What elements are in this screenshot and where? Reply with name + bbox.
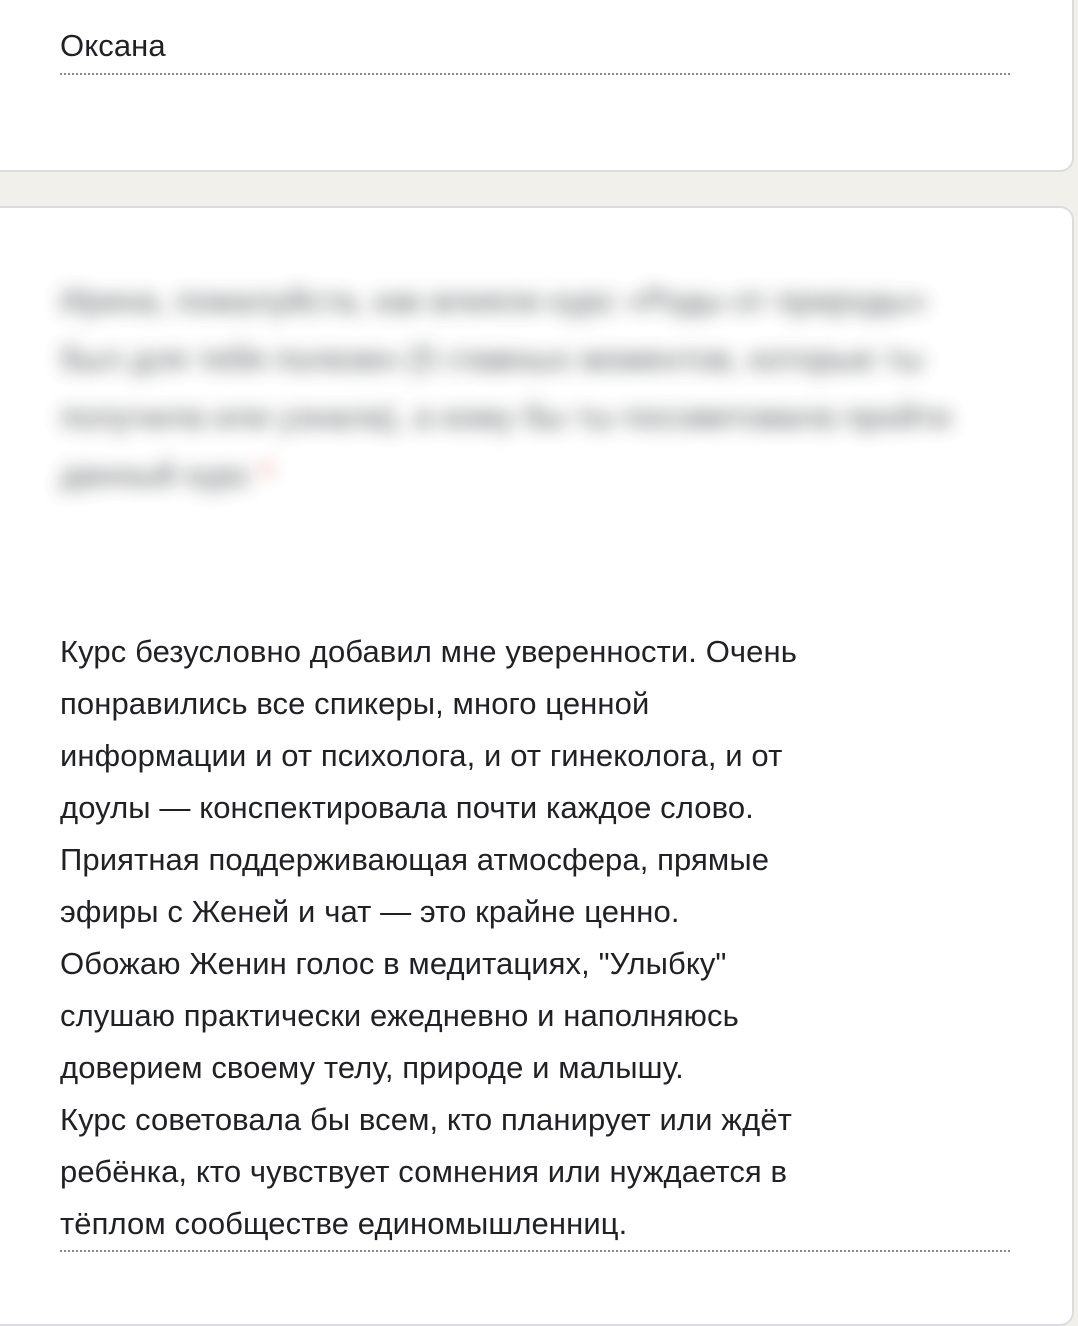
review-answer-text: Курс безусловно добавил мне уверенности. Очень понравились все спикеры, много ценной информации и от психолога, и от гинеколога, и от доулы — конспектировала почти каждое слово. Приятная поддерживающая атмосфера, прямые эфиры с Женей и чат — это крайне ценно. Обожаю Женин голос в медитациях, "Улыбку" слушаю практически ежедневно и наполняюсь доверием своему телу, природе и малышу. Курс советовала бы всем, кто планирует или ждёт ребёнка, кто чувствует сомнения или нуждается в тёплом сообществе единомышленниц. [60,634,797,1241]
question-title-blurred [60,272,990,504]
review-answer-underline [60,1250,1010,1252]
name-answer-text: Оксана [60,28,166,63]
required-asterisk: * [260,456,274,493]
name-answer-underline [60,73,1010,75]
question-text: Ирина, пожалуйста, как влияли курс «Роды от природы» был для тебя полезен (5 главных моментов, которые ты получила или узнала), а кому бы ты посоветовала пройти данный курс [60,282,952,493]
